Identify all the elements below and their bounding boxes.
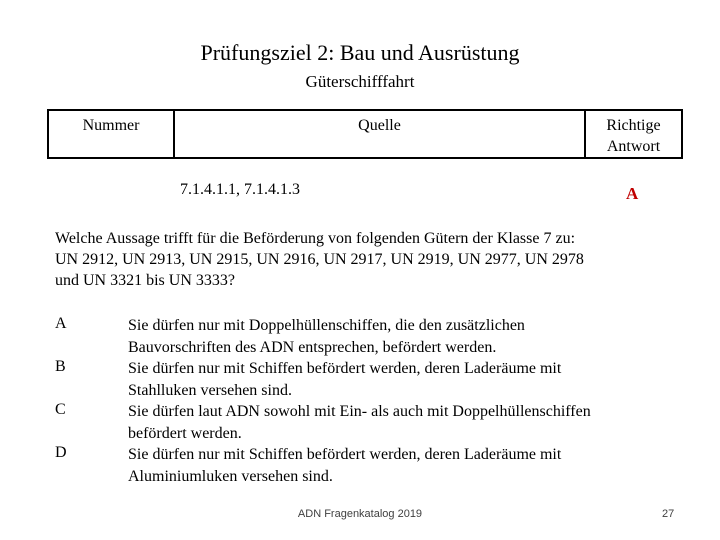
correct-answer: A — [626, 184, 639, 203]
option-line: Stahlluken versehen sind. — [128, 381, 292, 399]
column-header-antwort-line2: Antwort — [606, 138, 661, 155]
footer-text: ADN Fragenkatalog 2019 — [297, 508, 423, 520]
question-line: Welche Aussage trifft für die Beförderung von folgenden Gütern der Klasse 7 zu: — [55, 230, 576, 247]
page-subtitle: Güterschifffahrt — [305, 72, 415, 91]
column-header-antwort — [586, 111, 681, 157]
option-text-a — [128, 315, 688, 358]
question-line: UN 2912, UN 2913, UN 2915, UN 2916, UN 2917, UN 2919, UN 2977, UN 2978 — [55, 251, 584, 268]
option-text-d — [128, 444, 688, 487]
page-number: 27 — [662, 508, 675, 520]
option-text-c — [128, 401, 688, 444]
option-letter-c: C — [55, 401, 66, 418]
option-line: Sie dürfen nur mit Schiffen befördert werden, deren Laderäume mit — [128, 360, 562, 377]
question-text — [55, 228, 675, 291]
option-line: Bauvorschriften des ADN entsprechen, befördert werden. — [128, 338, 497, 356]
column-header-antwort-line1: Richtige — [606, 117, 661, 134]
option-letter-a: A — [55, 315, 67, 332]
page-title: Prüfungsziel 2: Bau und Ausrüstung — [200, 40, 520, 65]
option-line: Sie dürfen laut ADN sowohl mit Ein- als auch mit Doppelhüllenschiffen — [128, 403, 591, 420]
option-line: Sie dürfen nur mit Schiffen befördert werden, deren Laderäume mit — [128, 446, 562, 463]
column-header-nummer: Nummer — [49, 111, 175, 157]
option-line: Aluminiumluken versehen sind. — [128, 467, 333, 485]
header-table — [47, 109, 683, 159]
option-line: Sie dürfen nur mit Doppelhüllenschiffen, die den zusätzlichen — [128, 317, 525, 334]
question-line: und UN 3321 bis UN 3333? — [55, 272, 235, 289]
option-letter-d: D — [55, 444, 67, 461]
option-letter-b: B — [55, 358, 66, 375]
option-text-b — [128, 358, 688, 401]
option-line: befördert werden. — [128, 424, 242, 442]
column-header-quelle: Quelle — [175, 111, 586, 157]
quelle-value: 7.1.4.1.1, 7.1.4.1.3 — [180, 181, 300, 198]
